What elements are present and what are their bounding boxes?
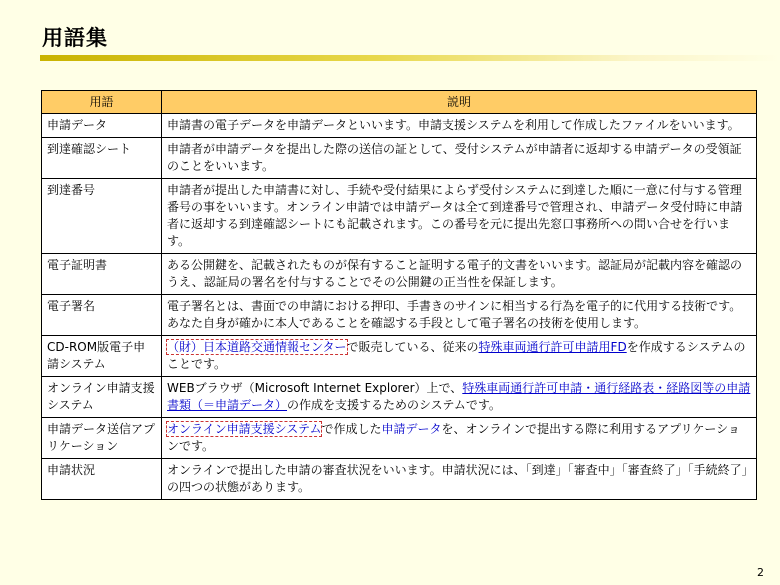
- description-cell: [162, 418, 757, 459]
- description-cell: 申請者が提出した申請書に対し、手続や受付結果によらず受付システムに到達した順に一意に付与する管理番号の事をいいます。オンライン申請では申請データは全て到達番号で管理され、申請データ受付時に申請者に返却する到達確認シートにも記載されます。この番号を元に提出先窓口事務所への問い合せを行います。: [162, 179, 757, 254]
- table-row: [42, 138, 757, 179]
- description-text: の作成を支援するためのシステムです。: [287, 398, 501, 412]
- term-cell: 到達番号: [42, 179, 162, 254]
- description-cell: [162, 336, 757, 377]
- term-cell: CD-ROM版電子申請システム: [42, 336, 162, 377]
- table-row: [42, 295, 757, 336]
- term-cell: 申請データ: [42, 114, 162, 138]
- table-row: [42, 377, 757, 418]
- application-documents-link[interactable]: 特殊車両通行許可申請・通行経路表・経路図等の申請書類: [167, 381, 751, 412]
- table-row: [42, 254, 757, 295]
- description-cell: 申請書の電子データを申請データといいます。申請支援システムを利用して作成したファイルをいいます。: [162, 114, 757, 138]
- term-cell: 申請状況: [42, 459, 162, 500]
- glossary-table: [41, 90, 757, 500]
- description-text: WEBブラウザ（Microsoft Internet Explorer）上で、: [167, 381, 463, 395]
- term-cell: 申請データ送信アプリケーション: [42, 418, 162, 459]
- table-row: [42, 418, 757, 459]
- table-row: [42, 336, 757, 377]
- description-cell: 申請者が申請データを提出した際の送信の証として、受付システムが申請者に返却する申請データの受領証のことをいいます。: [162, 138, 757, 179]
- description-text: を、オンラインで提出する際に利用するアプリケーションです。: [167, 422, 740, 453]
- header-term: 用語: [42, 91, 162, 114]
- jartic-link[interactable]: （財）日本道路交通情報センター: [167, 340, 347, 354]
- term-cell: 電子署名: [42, 295, 162, 336]
- online-support-system-link[interactable]: オンライン申請支援システム: [167, 422, 322, 436]
- fd-link[interactable]: 特殊車両通行許可申請用FD: [478, 340, 627, 354]
- application-data-link[interactable]: （＝申請データ）: [191, 398, 288, 412]
- description-cell: [162, 377, 757, 418]
- table-row: [42, 459, 757, 500]
- description-cell: 電子署名とは、書面での申請における押印、手書きのサインに相当する行為を電子的に代用する技術です。あなた自身が確かに本人であることを確認する手段として電子署名の技術を使用します。: [162, 295, 757, 336]
- page-number: 2: [757, 566, 764, 579]
- term-cell: 電子証明書: [42, 254, 162, 295]
- description-text: を作成するシステムのことです。: [167, 340, 746, 371]
- table-row: [42, 179, 757, 254]
- table-row: [42, 114, 757, 138]
- page-title: 用語集: [42, 26, 108, 50]
- title-underline: [40, 55, 780, 61]
- description-text: で作成した: [321, 422, 382, 436]
- term-cell: 到達確認シート: [42, 138, 162, 179]
- application-data-link[interactable]: 申請データ: [381, 422, 442, 436]
- description-cell: オンラインで提出した申請の審査状況をいいます。申請状況には、「到達」「審査中」「審査終了」「手続終了」の四つの状態があります。: [162, 459, 757, 500]
- description-text: で販売している、従来の: [346, 340, 479, 354]
- header-description: 説明: [162, 91, 757, 114]
- table-header-row: [42, 91, 757, 114]
- term-cell: オンライン申請支援システム: [42, 377, 162, 418]
- description-cell: ある公開鍵を、記載されたものが保有すること証明する電子的文書をいいます。認証局が記載内容を確認のうえ、認証局の署名を付与することでその公開鍵の正当性を保証します。: [162, 254, 757, 295]
